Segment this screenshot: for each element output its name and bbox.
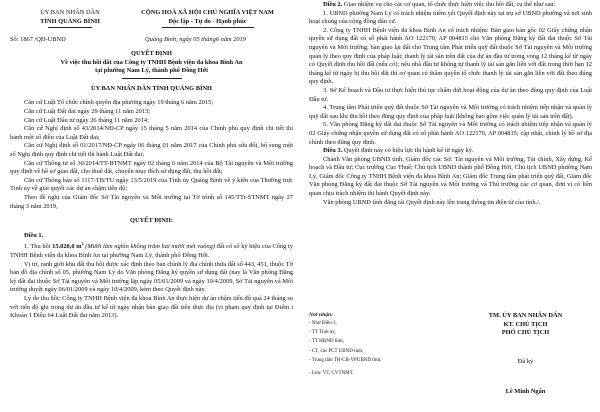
decides-heading: QUYẾT ĐỊNH: [129, 217, 174, 225]
agency-line2: TỈNH QUẢNG BÌNH [40, 17, 100, 25]
doc-number: Số: 1867 /QĐ-UBND [10, 36, 66, 43]
recipient-item: - Như Điều 3, [309, 321, 337, 326]
recipient-item: - Trung tâm TH-CB-VPUBND tỉnh; [309, 357, 382, 363]
article3-heading: Điều 3. [323, 147, 343, 155]
legal-basis: Căn cứ Luật Đất đai ngày 29 tháng 11 năm 2013; [24, 107, 151, 115]
left-column [10, 0, 293, 321]
nation-line1: CỘNG HOÀ XÃ HỘI CHỦ NGHĨA VIỆT NAM [141, 9, 274, 16]
issuing-agency [10, 9, 130, 28]
legal-basis: Theo đề nghị của Giám đốc Sở Tài nguyên và Môi trường tại Tờ trình số 145/TTr-STNMT ngày 27 tháng 3 năm 2019, [10, 193, 293, 210]
recipient-item: - CT, các PCT UBND tỉnh, [309, 348, 364, 354]
motto-rule [162, 27, 254, 28]
signature-block [459, 312, 592, 397]
article1-para3: Lý do thu hồi: Công ty TNHH Bệnh viện đa khoa Bình An thực hiện dự án chậm tiến độ quá 24 tháng so với tiến độ ghi trong dự án đầu tư kể từ ngày nhận bàn giao đất trên thực địa (vi phạm quy định tại Điểm i Khoản 1 Điều 64 Luật Đất đai năm 2013). [10, 294, 293, 320]
legal-basis: Căn cứ Nghị định số 43/2014/NĐ-CP ngày 15 tháng 5 năm 2014 của Chính phủ quy định chi tiết thi hành một số điều của Luật Đất đai; [10, 125, 293, 141]
legal-basis: Căn cứ Thông báo số 1117-TB/TU ngày 13/5/2019 của Tỉnh ủy Quảng Bình về ý kiến của Thường trực Tỉnh ủy về giải quyết các dự án chậm tiến độ; [10, 176, 293, 193]
article2-item: 5. Văn phòng Đăng ký đất đai thuộc Sở Tài nguyên và Môi trường có trách nhiệm tiếp nhận và quản lý 02 Giấy chứng nhận quyền sử dụng đất có số phát hành AO 122170, AP 004815; cập nhật, chỉnh lý hồ sơ địa chính theo đúng quy định. [309, 121, 592, 146]
agency-rule [48, 27, 92, 28]
signed-mark: Đã ký [517, 357, 534, 365]
article2-heading: Điều 2. [323, 1, 343, 8]
article2-item: 1. UBND phường Nam Lý có trách nhiệm niêm yết Quyết định này tại trụ sở UBND phường và nơi sinh hoạt chung của cộng đồng dân cư. [309, 9, 592, 26]
legal-basis: Căn cứ Luật Tổ chức chính quyền địa phương ngày 19 tháng 6 năm 2015; [24, 99, 214, 107]
signature-line3: PHÓ CHỦ TỊCH [501, 329, 550, 337]
recipient-item: - TT HĐND tỉnh, [309, 339, 344, 345]
legal-bases [10, 99, 293, 211]
article1-para1-start: 1. Thu hồi [24, 243, 53, 251]
article3-intro [309, 147, 592, 156]
article1-para1-rest: đất có số ký hiệu của Công ty TNHH Bệnh viện đa khoa Bình An tại phường Nam Lý, thành phố Đồng Hới. [10, 243, 293, 259]
recipients-title: Nơi nhận: [309, 312, 333, 318]
article2-item: 3. Sở Kế hoạch và Đầu tư thực hiện thủ tục chấm dứt hoạt động của dự án theo đúng quy định của Luật Đầu tư. [309, 86, 592, 103]
title-block [10, 50, 293, 93]
legal-basis: Căn cứ Nghị định số 01/2017/NĐ-CP ngày 06 tháng 01 năm 2017 của Chính phủ sửa đổi, bổ sung một số Nghị định quy định chi tiết thi hành Luật Đất đai; [10, 142, 293, 158]
nation-line2: Độc lập - Tự do - Hạnh phúc [168, 17, 247, 25]
land-area-words: (Mười lăm nghìn không trăm hai mươi mét vuông) [83, 243, 215, 251]
article3-para2: Văn phòng UBND tỉnh đăng tải Quyết định này lên trang thông tin điện tử của tỉnh./. [323, 198, 541, 206]
signer-name: Lê Minh Ngân [505, 388, 546, 396]
article-2 [309, 0, 592, 147]
article-3 [309, 147, 592, 207]
article-1 [10, 232, 293, 321]
article2-item: 2. Công ty TNHH Bệnh viện đa khoa Bình An có trách nhiệm: Bàn giao bản gốc 02 Giấy chứng nhận quyền sử dụng đất có số phát hành AO 122170, AP 004815 cho Văn phòng Đăng ký đất đai thuộc Sở Tài nguyên và Môi trường; bàn giao lại đất cho Trung tâm Phát triển quỹ đất thuộc Sở Tài nguyên và Môi trường quản lý theo quy định của pháp luật; thanh lý tài sản trên đất của dự án đầu tư trong vòng 12 tháng kể từ ngày có Quyết định thu hồi đất (nếu có); nếu nhà đầu tư không tự thanh lý tài sản gắn liền với đất trong thời hạn 12 tháng kể từ ngày bị thu hồi đất thì cơ quan có thẩm quyền tổ chức thanh lý tài sản gắn liền với đất theo đúng quy định. [309, 26, 592, 86]
legal-basis: Căn cứ Luật Đầu tư ngày 26 tháng 11 năm 2014; [24, 116, 149, 124]
issuer: ỦY BAN NHÂN DÂN TỈNH QUẢNG BÌNH [90, 84, 213, 92]
article1-heading: Điều 1. [24, 231, 44, 239]
subject-line1: Về việc thu hồi đất của Công ty TNHH Bệnh viện đa khoa Bình An [60, 58, 243, 66]
signature-line2: KT. CHỦ TỊCH [503, 320, 548, 328]
national-motto [122, 9, 293, 28]
article3-para: Chánh Văn phòng UBND tỉnh, Giám đốc các Sở: Tài nguyên và Môi trường, Tài chính, Xây dựng, Kế hoạch và Đầu tư; Cục trưởng Cục Thuế; Chủ tịch UBND thành phố Đồng Hới, Chủ tịch UBND phường Nam Lý, Giám đốc Công ty TNHH Bệnh viện đa khoa Bình An; Giám đốc Trung tâm phát triển quỹ đất, Giám đốc Văn phòng Đăng ký đất đai thuộc Sở Tài nguyên và Môi trường và Thủ trưởng các cơ quan, đơn vị có liên quan chịu trách nhiệm thi hành Quyết định này. [309, 155, 592, 198]
recipients [309, 312, 449, 378]
place-date: Quảng Bình, ngày 05 tháng6 năm 2019 [145, 36, 247, 43]
article1-para1 [10, 240, 293, 260]
right-column [309, 0, 592, 396]
subject-line2: tại phường Nam Lý, thành phố Đồng Hới [95, 67, 208, 75]
recipient-item: - Lưu: VT, CVTNMT. [309, 371, 354, 377]
title-rule [122, 78, 182, 79]
document-header [10, 0, 293, 46]
agency-line1: ỦY BAN NHÂN DÂN [40, 9, 100, 16]
area-unit-sup: 2 [81, 241, 84, 247]
article2-intro [309, 1, 592, 10]
article2-intro-text: Giao nhiệm vụ cho các cơ quan, tổ chức thực hiện việc thu hồi đất, cụ thể như sau: [342, 1, 556, 8]
land-area: 15.020,0 m [52, 243, 82, 251]
article2-item: 4. Trung tâm Phát triển quỹ đất thuộc Sở Tài nguyên và Môi trường có trách nhiệm tiếp nhận và quản lý quỹ đất sau khi thu hồi theo đúng quy định của pháp luật (không bao gồm việc quản lý tài sản trên đất). [309, 104, 592, 120]
signature-line1: TM. ỦY BAN NHÂN DÂN [488, 312, 563, 319]
article3-intro-text: Quyết định này có hiệu lực thi hành kể từ ngày ký. [342, 147, 474, 155]
legal-basis: Căn cứ Thông tư số 30/2014/TT-BTNMT ngày 02 tháng 6 năm 2014 của Bộ Tài nguyên và Môi trường quy định về hồ sơ giao đất, cho thuê đất, chuyển mục đích sử dụng đất, thu hồi đất; [10, 159, 293, 176]
doc-type: QUYẾT ĐỊNH [131, 50, 172, 57]
article1-para2: Vị trí, ranh giới khu đất thu hồi được xác định theo bản chỉnh lý địa chính thửa đất số 443, 451, thuộc Tờ bản đồ địa chính số 05, phường Nam Lý do Văn phòng Đăng ký quyền sử dụng đất (nay là Văn phòng Đăng ký đất đai thuộc Sở Tài nguyên và Môi trường lập ngày 05/01/2009 và ngày 10/4/2009, Sở Tài nguyên và Môi trường duyệt ngày 06/01/2009 và ngày 10/4/2009, kèm theo Quyết định này. [10, 260, 293, 294]
recipient-item: - TT Tỉnh ủy, [309, 330, 336, 336]
